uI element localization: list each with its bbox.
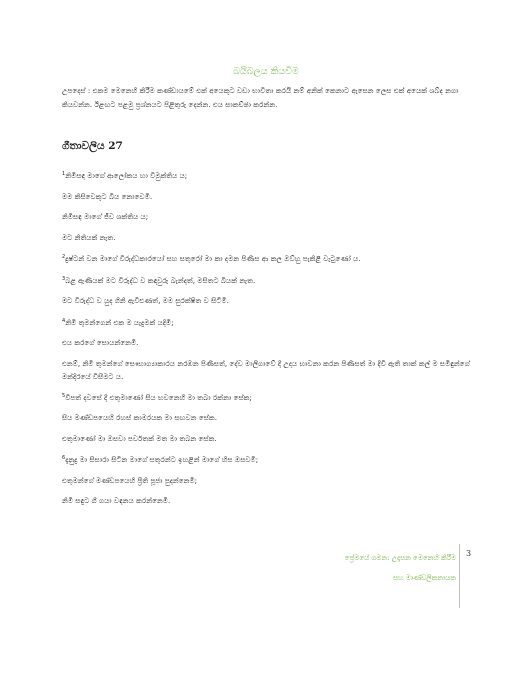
verse-text: බළ ඇණියක් මට විරුද්ධ ව කඳවුරු බැන්දත්, මසිතට බියක් නැත.: [65, 275, 256, 285]
verse-text: මට නිතියක් නැත.: [62, 232, 116, 242]
footer: [345, 548, 456, 588]
verse-line: [62, 231, 472, 244]
verse-line: [62, 432, 472, 445]
footer-title: ප්‍රේමයේ ගමන: උදෑසන මෙනෙහි කිරීම: [344, 554, 456, 562]
verse-text: නිමි තුමන්ගෙන් එක ම යැදුමක් යදිමි;: [65, 317, 174, 327]
verse-line: [62, 411, 472, 424]
verse-text: මට විරුද්ධ ව යුද ගිනි ඇවිළුණත්, මම සුරක්ෂිත ව සිටිමි.: [62, 296, 229, 305]
verse-line: [62, 210, 472, 223]
verse-number: 4: [62, 317, 66, 324]
footer-subtitle: සහ මාණ්ඩලිකනායක: [393, 574, 456, 582]
verse-line: [62, 452, 472, 466]
verse-text: එය කරගේ සොයන්නෙමි.: [62, 338, 139, 347]
verse-line: [62, 390, 472, 404]
verse-line: [62, 357, 472, 383]
verse-line: [62, 474, 472, 487]
verse-line: [62, 494, 472, 507]
verse-text: එනම්, නිමි තුමන්ගේ සෞභාග්‍යාකාරය නරඹන පිණිසත්, දේව මාලිගාවේ දී උදය භාවනා කරන පිණිසත් මා දිවි ඇති තාක් කල් ම සමිඳුන්ගේ මන්දිරයේ විසීමට ය.: [62, 358, 470, 381]
verse-number: 5: [62, 392, 66, 399]
verse-line: [62, 336, 472, 349]
verse-number: 6: [62, 455, 66, 461]
page-heading: බයිබලය කියවීම: [233, 66, 299, 77]
verse-number: 1: [62, 171, 66, 177]
verse-line: [62, 190, 472, 203]
verse-number: 3: [62, 275, 66, 282]
verse-number: 2: [62, 254, 66, 260]
verse-text: එතුමන්ගේ මණ්ඩපයෙහි ප්‍රීති පූජා පුදන්නෙමි;: [62, 475, 198, 485]
section-title: ගීතාවලිය 27: [62, 140, 123, 152]
verse-text: එතුමාණෝ මා ඔසවා පර්වතක් මත මා තබන සේක.: [62, 433, 217, 443]
verse-text: සිය මණ්ඩපයෙහි රහස් කාමරයක මා සඟවන සේක.: [62, 413, 218, 422]
verse-text: දැනුදු මා සිසාරා සිටින මාගේ සතුරන්ට ඉහළින් මාගේ හිස ඔසවමි;: [65, 455, 259, 464]
verse-text: විපත් දවසේ දී එතුමාණෝ සිය භවනෙහි මා තබා රක්නා සේක;: [65, 392, 252, 402]
verse-line: [62, 294, 472, 307]
verse-line: [62, 273, 472, 287]
verse-text: මම කිසිවෙකුට බිය නොවෙමි.: [62, 191, 153, 201]
page-number: 3: [466, 549, 472, 558]
footer-divider: [459, 544, 460, 608]
verse-text: නිමිසඳ මාගේ ජීව ශක්තිය ය;: [62, 212, 149, 221]
verse-text: නිමිසඳ මාගේ ආලෝකය හා විමුක්තිය ය;: [65, 171, 188, 180]
verse-text: දුෂ්ටන් වන මාගේ විරුද්ධකාරයෝ සහ සතුරෝ මා කා දමන පිණිස ආ කල ඔව්හු පැකිළී වැටුණෝ ය.: [65, 254, 361, 263]
verse-list: [62, 168, 472, 515]
verse-line: [62, 251, 472, 265]
instructions-paragraph: උපදෙස් : එකම මෙනෙහි කිරීම කණ්ඩායමේ එක් අයෙකුට වඩා භාවිතා කරයි නම් අනික් කෙනාට ඇසෙන ලෙස එක් අයෙක් ශබ්ද නගා කියවන්න. ඊළඟට පළමු ප්‍රශ්නයට පිළිතුරු දෙන්න. එය සාකච්ඡා කරන්න.: [62, 86, 459, 109]
verse-line: [62, 168, 472, 182]
verse-line: [62, 315, 472, 329]
verse-text: නිමි සඳුට ගී ගයා වඳනය කරන්නෙමි.: [62, 496, 171, 505]
